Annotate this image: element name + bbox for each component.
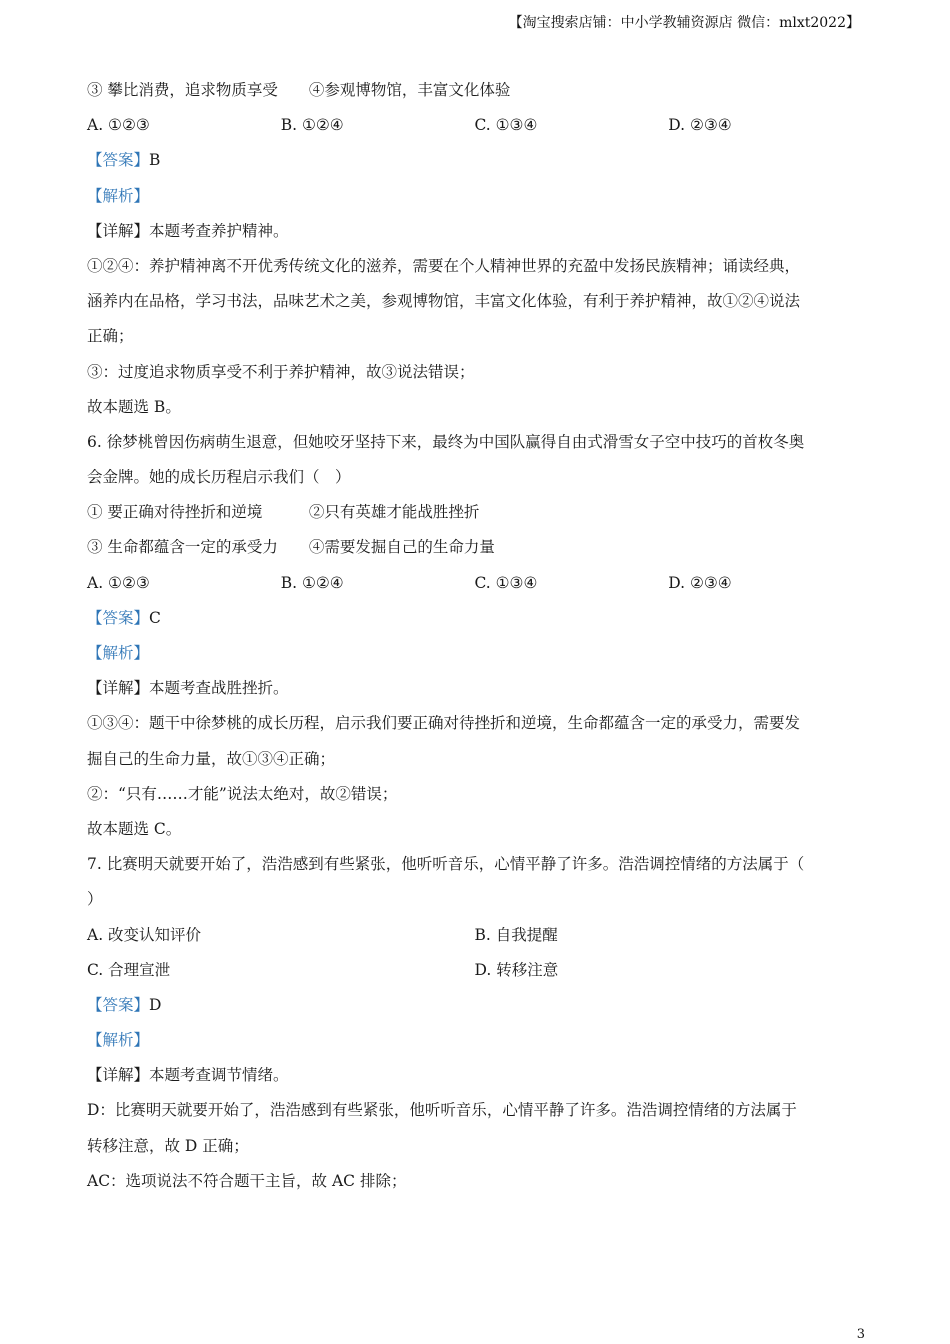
q6-detail-line: ②：“只有……才能”说法太绝对，故②错误； [87, 784, 398, 803]
q6-statement-line: ③ 生命都蕴含一定的承受力 ④需要发掘自己的生命力量 [87, 538, 495, 557]
answer-tag: 【答案】 [87, 995, 150, 1014]
q5-options [87, 108, 862, 143]
q6-detail-line: 掘自己的生命力量，故①③④正确； [87, 749, 336, 768]
q7-option-c: C. 合理宣泄 [87, 960, 171, 979]
q7-detail-line: D：比赛明天就要开始了，浩浩感到有些紧张，他听听音乐，心情平静了许多。浩浩调控情绪的方法属于 [87, 1101, 797, 1120]
q7-stem-line: ） [87, 890, 103, 909]
q5-detail-line: 故本题选 B。 [87, 397, 181, 416]
q5-option-d: D. ②③④ [668, 116, 732, 135]
q6-detail-line: 故本题选 C。 [87, 819, 182, 838]
q7-option-b: B. 自我提醒 [474, 925, 558, 944]
q5-detail-line: 【详解】本题考查养护精神。 [87, 221, 289, 240]
q5-detail-line: 涵养内在品格，学习书法，品味艺术之美，参观博物馆，丰富文化体验，有利于养护精神，故①②④说法 [87, 292, 801, 311]
q6-statement-line: ① 要正确对待挫折和逆境 ②只有英雄才能战胜挫折 [87, 503, 480, 522]
q5-analysis-tag: 【解析】 [87, 186, 150, 205]
q6-analysis-tag: 【解析】 [87, 644, 150, 662]
answer-tag: 【答案】 [87, 608, 150, 627]
q5-detail-line: 正确； [87, 327, 134, 346]
q7-detail-line: 转移注意，故 D 正确； [87, 1136, 249, 1155]
answer-value: B [149, 151, 161, 170]
q7-option-a: A. 改变认知评价 [87, 925, 202, 944]
page-number: 3 [856, 1327, 865, 1342]
q6-option-c: C. ①③④ [474, 573, 538, 592]
q6-stem-line: 会金牌。她的成长历程启示我们（ ） [87, 468, 351, 487]
q7-options-row [87, 918, 862, 953]
q5-statement-line: ③ 攀比消费，追求物质享受 ④参观博物馆，丰富文化体验 [87, 81, 511, 99]
q5-option-c: C. ①③④ [474, 116, 538, 135]
q5-option-b: B. ①②④ [280, 116, 344, 135]
q7-stem-line: 7. 比赛明天就要开始了，浩浩感到有些紧张，他听听音乐，心情平静了许多。浩浩调控情绪的方法属于（ [87, 855, 805, 874]
q5-detail-line: ①②④：养护精神离不开优秀传统文化的滋养，需要在个人精神世界的充盈中发扬民族精神；诵读经典， [87, 256, 801, 275]
page-header: 【淘宝搜索店铺：中小学教辅资源店 微信：mlxt2022】 [508, 15, 860, 31]
q7-analysis-tag: 【解析】 [87, 1031, 150, 1050]
q6-option-b: B. ①②④ [280, 573, 344, 592]
answer-value: D [149, 995, 162, 1014]
q5-option-a: A. ①②③ [87, 116, 150, 135]
q7-detail-line: AC：选项说法不符合题干主旨，故 AC 排除； [87, 1171, 407, 1190]
page-content [87, 73, 862, 1199]
q6-options [87, 566, 862, 601]
q6-option-d: D. ②③④ [668, 573, 732, 592]
q7-detail-line: 【详解】本题考查调节情绪。 [87, 1066, 289, 1085]
q6-detail-line: 【详解】本题考查战胜挫折。 [87, 679, 289, 698]
q6-stem-line: 6. 徐梦桃曾因伤病萌生退意，但她咬牙坚持下来，最终为中国队赢得自由式滑雪女子空中技巧的首枚冬奥 [87, 432, 805, 451]
q6-option-a: A. ①②③ [87, 573, 150, 592]
q7-answer [87, 988, 862, 1023]
q5-answer [87, 143, 862, 178]
answer-value: C [149, 608, 161, 627]
q7-option-d: D. 转移注意 [474, 960, 559, 979]
answer-tag: 【答案】 [87, 151, 150, 170]
q6-detail-line: ①③④：题干中徐梦桃的成长历程，启示我们要正确对待挫折和逆境，生命都蕴含一定的承受力，需要发 [87, 714, 801, 733]
q6-answer [87, 601, 862, 636]
q7-options-row [87, 953, 862, 988]
q5-detail-line: ③：过度追求物质享受不利于养护精神，故③说法错误； [87, 362, 475, 381]
